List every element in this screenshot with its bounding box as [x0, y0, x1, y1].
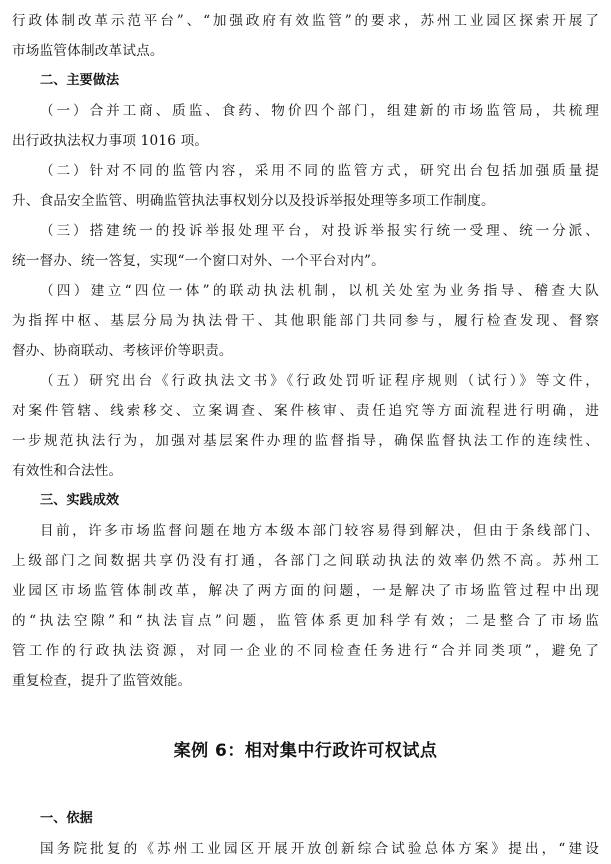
- item-3-line-2: 统一督办、统一答复，实现“一个窗口对外、一个平台对内”。: [12, 253, 385, 269]
- result-line-6: 重复检查，提升了监管效能。: [12, 673, 192, 689]
- result-line-4: 的“执法空隙”和“执法盲点”问题，监管体系更加科学有效；二是整合了市场监: [12, 613, 599, 629]
- case-basis-line-1: 国务院批复的《苏州工业园区开展开放创新综合试验总体方案》提出，“建设: [40, 841, 599, 857]
- item-5-line-4: 有效性和合法性。: [12, 463, 123, 479]
- section-heading-results: 三、实践成效: [40, 493, 120, 508]
- result-line-2: 上级部门之间数据共享仍没有打通，各部门之间联动执法的效率仍然不高。苏州工: [12, 553, 599, 569]
- item-1-line-1: （一）合并工商、质监、食药、物价四个部门，组建新的市场监管局，共梳理: [40, 103, 599, 119]
- item-5-line-1: （五）研究出台《行政执法文书》《行政处罚听证程序规则（试行）》等文件，: [40, 373, 599, 389]
- spacer: [12, 696, 599, 734]
- item-4-line-2: 为指挥中枢、基层分局为执法骨干、其他职能部门共同参与，履行检查发现、督察: [12, 313, 599, 329]
- item-5-line-2: 对案件管辖、线索移交、立案调查、案件核审、责任追究等方面流程进行明确，进: [12, 403, 599, 419]
- item-1-line-2: 出行政执法权力事项 1016 项。: [12, 133, 209, 149]
- case-title: 案例 6：相对集中行政许可权试点: [173, 741, 438, 761]
- item-4-line-3: 督办、协商联动、考核评价等职责。: [12, 343, 233, 359]
- intro-line-2: 市场监管体制改革试点。: [12, 43, 164, 59]
- result-line-1: 目前，许多市场监督问题在地方本级本部门较容易得到解决，但由于条线部门、: [40, 523, 599, 539]
- item-2-line-1: （二）针对不同的监管内容，采用不同的监管方式，研究出台包括加强质量提: [40, 163, 599, 179]
- item-5-line-3: 一步规范执法行为，加强对基层案件办理的监督指导，确保监督执法工作的连续性、: [12, 433, 599, 449]
- result-line-3: 业园区市场监管体制改革，解决了两方面的问题，一是解决了市场监管过程中出现: [12, 583, 599, 599]
- item-4-line-1: （四）建立“四位一体”的联动执法机制，以机关处室为业务指导、稽查大队: [40, 283, 599, 299]
- item-3-line-1: （三）搭建统一的投诉举报处理平台，对投诉举报实行统一受理、统一分派、: [40, 223, 599, 239]
- case-section-heading-basis: 一、依据: [40, 811, 93, 826]
- spacer: [12, 768, 599, 804]
- result-line-5: 管工作的行政执法资源，对同一企业的不同检查任务进行“合并同类项”，避免了: [12, 643, 599, 659]
- item-2-line-2: 升、食品安全监管、明确监管执法事权划分以及投诉举报处理等多项工作制度。: [12, 193, 495, 209]
- intro-line-1: 行政体制改革示范平台”、“加强政府有效监管”的要求，苏州工业园区探索开展了: [12, 13, 599, 29]
- section-heading-practices: 二、主要做法: [40, 73, 120, 88]
